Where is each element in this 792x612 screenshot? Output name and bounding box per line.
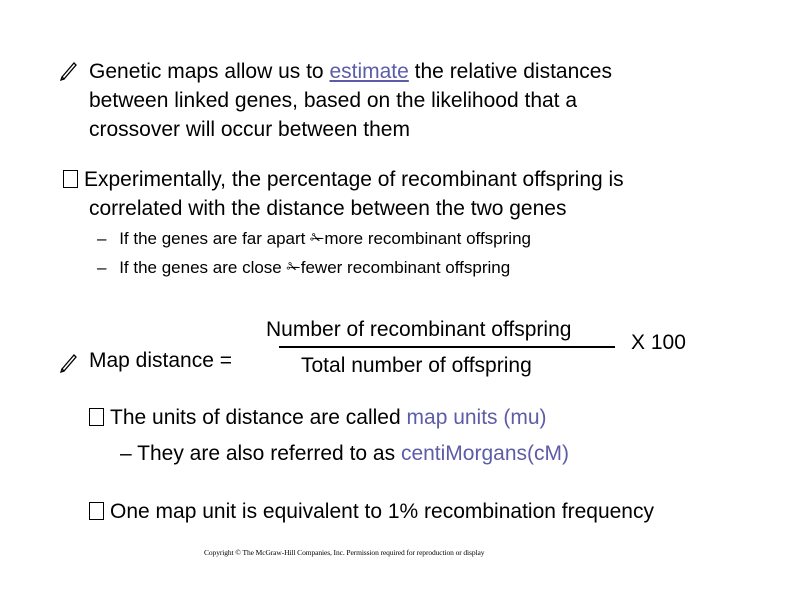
sub-bullet-1-post: more recombinant offspring [324,229,531,248]
bullet-1-text-post: the relative distances [408,60,612,83]
box-icon [89,502,104,520]
pencil-icon [58,351,80,378]
fraction-line [279,346,615,348]
bullet-2 [63,165,763,223]
sub-bullet-1 [97,224,697,253]
units-sub-line [120,439,780,468]
centimorgans-term: centiMorgans(cM) [400,442,569,465]
estimate-link[interactable]: estimate [329,60,409,83]
bullet-1-text-pre: Genetic maps allow us to [89,60,330,83]
formula-numerator: Number of recombinant offspring [266,318,572,341]
bullet-1 [58,57,758,144]
units-pre: The units of distance are called [110,406,407,429]
pencil-icon [58,59,80,89]
units-bullet [89,403,779,432]
bullet-1-line-2: between linked genes, based on the likelihood that a [89,89,578,112]
bullet-2-line-1: Experimentally, the percentage of recombinant offspring is [84,168,624,191]
bullet-1-line-3: crossover will occur between them [89,118,410,141]
one-map-unit-text: One map unit is equivalent to 1% recombination frequency [110,500,654,523]
sub-bullet-1-pre: If the genes are far apart [119,229,311,248]
units-line-2-pre: – They are also referred to as [120,442,401,465]
formula-label: Map distance = [89,349,233,372]
map-units-term: map units (mu) [406,406,547,429]
sub-bullet-2 [97,253,697,282]
box-icon [89,408,104,426]
box-icon [63,170,78,188]
one-map-unit-bullet [89,497,779,526]
sub-bullet-2-pre: If the genes are close [119,258,287,277]
formula-denominator: Total number of offspring [301,354,532,377]
sub-bullet-dash: – [97,229,107,248]
sub-bullet-dash: – [97,258,107,277]
formula-multiplier: X 100 [631,331,686,354]
scissors-icon: ✁ [310,229,325,248]
copyright-notice: Copyright © The McGraw-Hill Companies, Inc. Permission required for reproduction or display [204,548,485,557]
sub-bullet-2-post: fewer recombinant offspring [300,258,511,277]
scissors-icon: ✁ [286,258,301,277]
bullet-2-line-2: correlated with the distance between the two genes [89,197,567,220]
